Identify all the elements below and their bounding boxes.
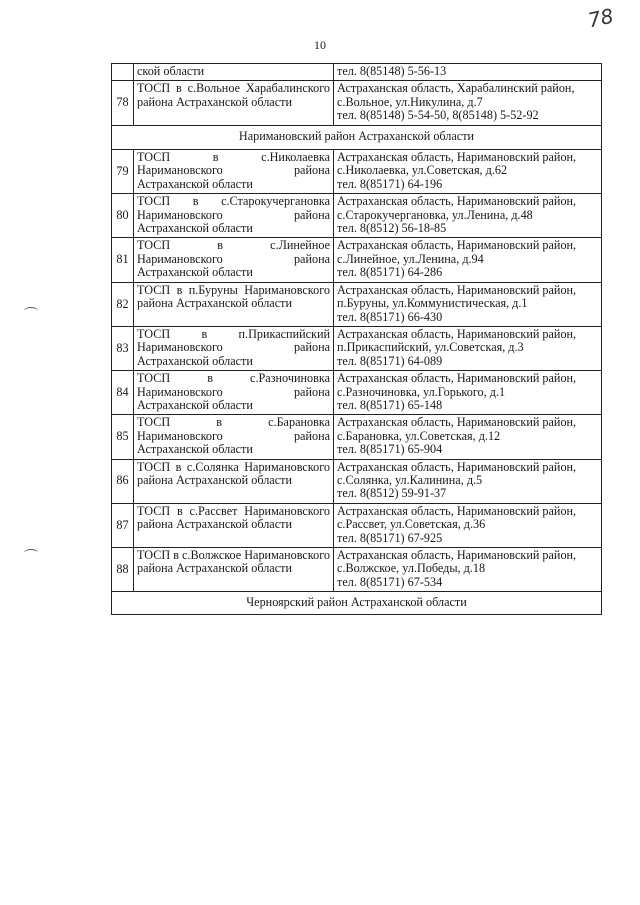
office-name: ТОСП в с.Линейное Наримановского района Астраханской области — [134, 238, 334, 282]
office-contacts — [334, 459, 602, 503]
office-contacts — [334, 371, 602, 415]
office-address: Астраханская область, Наримановский район, п.Буруны, ул.Коммунистическая, д.1 — [337, 282, 577, 311]
office-contacts — [334, 282, 602, 326]
row-number: 80 — [112, 194, 134, 238]
table-row — [112, 282, 602, 326]
table-row — [112, 194, 602, 238]
office-phone: тел. 8(8512) 56-18-85 — [337, 221, 447, 236]
row-number: 86 — [112, 459, 134, 503]
registry-table — [111, 63, 602, 615]
office-name: ТОСП в с.Разночиновка Наримановского района Астраханской области — [134, 371, 334, 415]
office-name: ТОСП в с.Николаевка Наримановского района Астраханской области — [134, 150, 334, 194]
office-address: Астраханская область, Наримановский район, с.Разночиновка, ул.Горького, д.1 — [337, 371, 577, 399]
office-address: Астраханская область, Наримановский район, с.Линейное, ул.Ленина, д.94 — [337, 238, 577, 266]
office-phone: тел. 8(85171) 64-196 — [337, 176, 443, 191]
office-address: Астраханская область, Наримановский район, с.Барановка, ул.Советская, д.12 — [337, 415, 577, 443]
handwritten-page-mark: 78 — [585, 3, 616, 33]
office-name: ТОСП в п.Буруны Наримановского района Астраханской области — [134, 282, 334, 326]
margin-mark — [24, 307, 38, 315]
office-contacts — [334, 503, 602, 547]
office-name: ской области — [134, 64, 334, 81]
office-phone: тел. 8(85171) 67-534 — [337, 574, 443, 589]
office-contacts — [334, 238, 602, 282]
table-row — [112, 503, 602, 547]
office-phone: тел. 8(85148) 5-56-13 — [334, 64, 602, 81]
table-row — [112, 415, 602, 459]
office-name: ТОСП в с.Волжское Наримановского района Астраханской области — [134, 548, 334, 592]
page-number: 10 — [314, 38, 326, 52]
row-number: 84 — [112, 371, 134, 415]
table-row — [112, 81, 602, 125]
table-row — [112, 150, 602, 194]
office-contacts — [334, 150, 602, 194]
table-row — [112, 371, 602, 415]
office-phone: тел. 8(85148) 5-54-50, 8(85148) 5-52-92 — [337, 108, 539, 123]
office-address: Астраханская область, Наримановский район, с.Старокучергановка, ул.Ленина, д.48 — [337, 194, 577, 222]
region-header: Черноярский район Астраханской области — [112, 592, 602, 614]
office-address: Астраханская область, Наримановский район, с.Солянка, ул.Калинина, д.5 — [337, 459, 577, 487]
row-number: 78 — [112, 81, 134, 125]
row-number: 87 — [112, 503, 134, 547]
margin-mark — [24, 549, 38, 557]
table-row — [112, 548, 602, 592]
row-number: 82 — [112, 282, 134, 326]
row-number: 79 — [112, 150, 134, 194]
office-contacts — [334, 81, 602, 125]
office-name: ТОСП в с.Старокучергановка Наримановского района Астраханской области — [134, 194, 334, 238]
office-address: Астраханская область, Наримановский район, п.Прикаспийский, ул.Советская, д.3 — [337, 326, 577, 355]
office-name: ТОСП в с.Вольное Харабалинского района Астраханской области — [134, 81, 334, 125]
office-address: Астраханская область, Наримановский район, с.Николаевка, ул.Советская, д.62 — [337, 150, 577, 178]
office-phone: тел. 8(85171) 64-286 — [337, 265, 443, 280]
office-name: ТОСП в с.Барановка Наримановского района Астраханской области — [134, 415, 334, 459]
office-phone: тел. 8(85171) 64-089 — [337, 353, 443, 368]
office-name: ТОСП в п.Прикаспийский Наримановского района Астраханской области — [134, 326, 334, 370]
office-address: Астраханская область, Наримановский район, с.Волжское, ул.Победы, д.18 — [337, 548, 577, 576]
office-phone: тел. 8(85171) 67-925 — [337, 530, 443, 545]
row-number: 83 — [112, 326, 134, 370]
row-number — [112, 64, 134, 81]
table-row — [112, 238, 602, 282]
table-row-carry-over — [112, 64, 602, 81]
office-phone: тел. 8(85171) 66-430 — [337, 309, 443, 324]
region-header: Наримановский район Астраханской области — [112, 125, 602, 149]
table-row — [112, 326, 602, 370]
row-number: 81 — [112, 238, 134, 282]
office-name: ТОСП в с.Солянка Наримановского района Астраханской области — [134, 459, 334, 503]
office-address: Астраханская область, Наримановский район, с.Рассвет, ул.Советская, д.36 — [337, 503, 577, 532]
office-phone: тел. 8(8512) 59-91-37 — [337, 486, 447, 501]
office-phone: тел. 8(85171) 65-904 — [337, 442, 443, 457]
region-header-row — [112, 125, 602, 149]
office-contacts — [334, 415, 602, 459]
office-name: ТОСП в с.Рассвет Наримановского района Астраханской области — [134, 503, 334, 547]
table-row — [112, 459, 602, 503]
row-number: 85 — [112, 415, 134, 459]
row-number: 88 — [112, 548, 134, 592]
office-address: Астраханская область, Харабалинский район, с.Вольное, ул.Никулина, д.7 — [337, 81, 575, 109]
office-contacts — [334, 326, 602, 370]
office-phone: тел. 8(85171) 65-148 — [337, 397, 443, 412]
office-contacts — [334, 194, 602, 238]
office-contacts — [334, 548, 602, 592]
region-header-row — [112, 592, 602, 614]
